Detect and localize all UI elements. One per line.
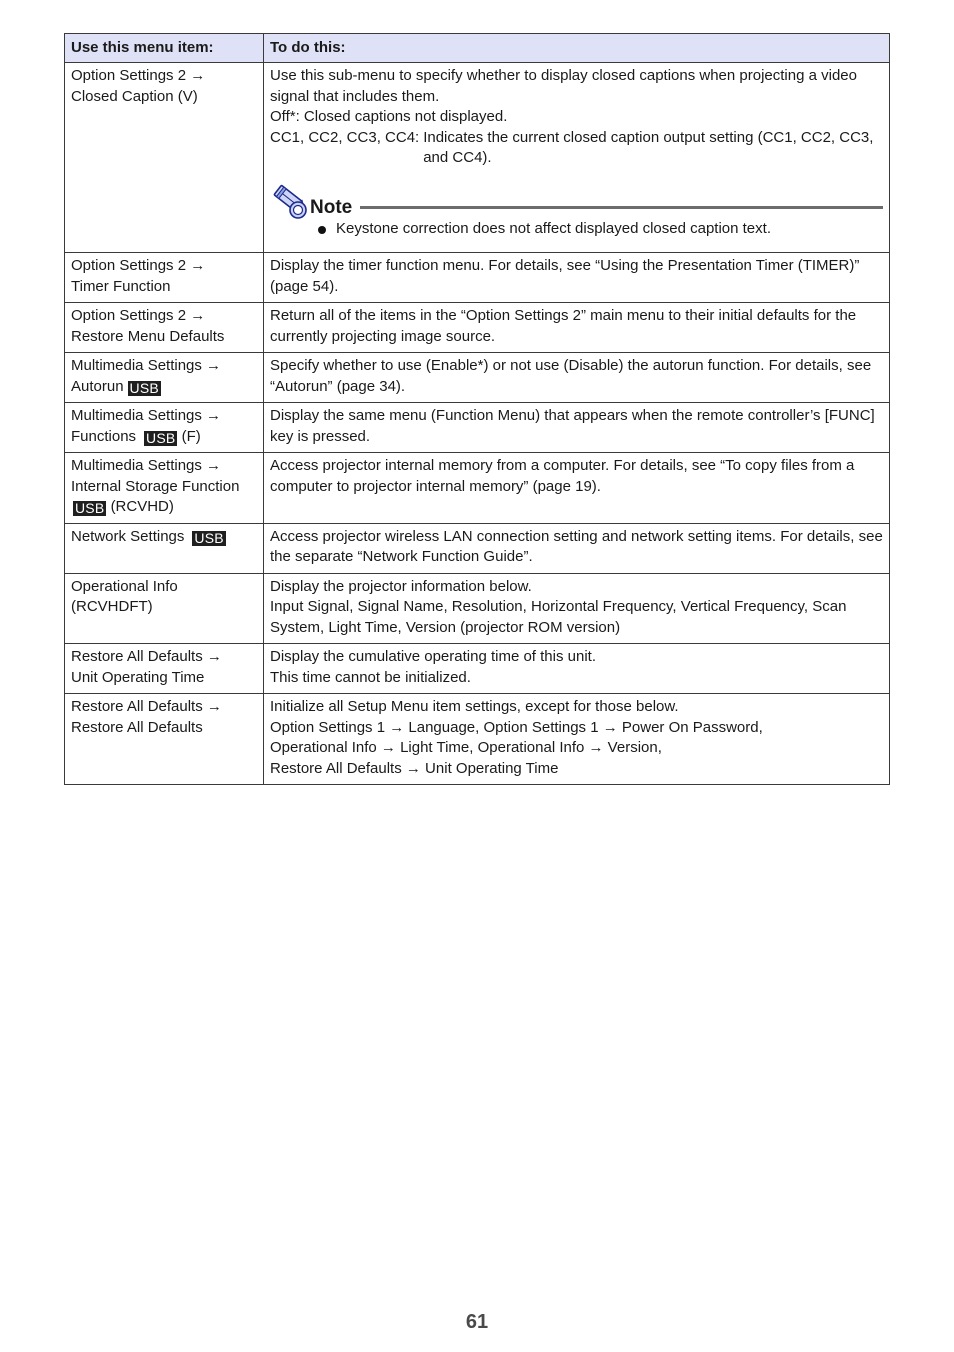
menu-items-table [64,33,890,785]
description-line: Restore All Defaults → Unit Operating Time [270,759,559,777]
menu-item-cell [65,644,264,694]
usb-badge: USB [129,379,159,396]
menu-item-line: Operational Info (RCVHDFT) [71,577,178,615]
menu-item-line: Unit Operating Time [71,668,205,686]
description-line: Access projector internal memory from a computer. For details, see “To copy files from a computer to projector internal memory” (page 19). [270,457,855,495]
description-line: Option Settings 1 → Language, Option Settings 1 → Power On Password, [270,718,763,736]
table-row [65,523,890,573]
description-line: Input Signal, Signal Name, Resolution, Horizontal Frequency, Vertical Frequency, Scan System, Light Time, Version (projector ROM version) [270,598,847,636]
cc-definition [270,128,883,169]
usb-badge: USB [194,529,224,546]
menu-item-line: Restore All Defaults [71,718,203,736]
description-cell [264,694,890,785]
description-cell [264,403,890,453]
table-row [65,694,890,785]
menu-item-line [71,527,257,548]
table-row [65,303,890,353]
table-row [65,63,890,253]
menu-item-cell [65,523,264,573]
menu-item-cell [65,253,264,303]
table-header-row [65,34,890,63]
menu-item-line: Restore All Defaults → [71,648,222,665]
note-bullet-item [316,219,883,240]
menu-item-cell [65,353,264,403]
bullet-icon [318,226,326,234]
table-row [65,453,890,524]
page-number: 61 [465,1311,489,1333]
menu-item-line: Restore Menu Defaults [71,327,225,345]
description-line: Operational Info → Light Time, Operational Info → Version, [270,739,662,756]
description-cell [264,453,890,524]
description-line: Display the cumulative operating time of this unit. [270,648,596,665]
menu-item-line: Internal Storage Function [71,477,240,495]
description-cell [264,353,890,403]
menu-item-line [71,427,257,448]
header-menu-item: Use this menu item: [65,34,264,63]
menu-item-line: Multimedia Settings → [71,407,222,424]
header-to-do: To do this: [264,34,890,63]
menu-item-cell [65,694,264,785]
note-divider [360,206,883,209]
table-row [65,573,890,644]
usb-badge: USB [146,429,176,446]
description-line: Display the same menu (Function Menu) that appears when the remote controller’s [FUNC] key is pressed. [270,407,875,445]
menu-item-label: Functions [71,427,137,445]
cc-description: Indicates the current closed caption output setting (CC1, CC2, CC3, and CC4). [423,128,874,166]
description-cell [264,303,890,353]
menu-item-cell [65,573,264,644]
table-row [65,253,890,303]
menu-item-line: Option Settings 2 → [71,307,206,324]
description-line: Use this sub-menu to specify whether to display closed captions when projecting a video signal that includes them. [270,67,857,105]
menu-item-line: Multimedia Settings → [71,457,222,474]
description-cell [264,573,890,644]
table-row [65,644,890,694]
description-line: Access projector wireless LAN connection setting and network setting items. For details, see the separate “Network Function Guide”. [270,527,883,565]
menu-item-cell [65,403,264,453]
description-line: Initialize all Setup Menu item settings, except for those below. [270,698,679,715]
note-text: Keystone correction does not affect displayed closed caption text. [336,219,771,237]
usb-badge: USB [75,500,105,516]
note-title: Note [310,197,353,219]
menu-item-line: Closed Caption (V) [71,87,198,105]
description-line: Display the timer function menu. For details, see “Using the Presentation Timer (TIMER)” (page 54). [270,257,860,295]
description-cell [264,63,890,253]
menu-item-line: Restore All Defaults → [71,698,222,715]
menu-item-line: Option Settings 2 → [71,257,206,274]
menu-item-cell [65,453,264,524]
menu-item-label: Autorun [71,377,124,395]
table-row [65,403,890,453]
menu-item-suffix: (F) [181,427,201,445]
menu-item-label: Network Settings [71,527,185,545]
menu-item-line: Multimedia Settings → [71,357,222,374]
description-cell [264,253,890,303]
description-line: Off*: Closed captions not displayed. [270,108,508,125]
menu-item-line: Option Settings 2 → [71,67,206,84]
description-cell [264,523,890,573]
note-header [270,189,883,221]
menu-item-cell [65,303,264,353]
table-row [65,353,890,403]
description-line: Return all of the items in the “Option Settings 2” main menu to their initial defaults for the currently projecting image source. [270,307,857,345]
menu-item-line [71,377,257,398]
menu-item-line: Timer Function [71,277,171,295]
menu-item-cell [65,63,264,253]
description-cell [264,644,890,694]
description-line: This time cannot be initialized. [270,668,471,686]
note-box [270,189,883,240]
cc-label: CC1, CC2, CC3, CC4: [270,128,420,146]
description-line: Specify whether to use (Enable*) or not use (Disable) the autorun function. For details, see “Autorun” (page 34). [270,357,872,395]
description-line: Display the projector information below. [270,577,532,595]
menu-item-line [71,497,257,518]
pencil-note-icon [268,180,310,220]
menu-item-suffix: (RCVHD) [110,498,174,515]
